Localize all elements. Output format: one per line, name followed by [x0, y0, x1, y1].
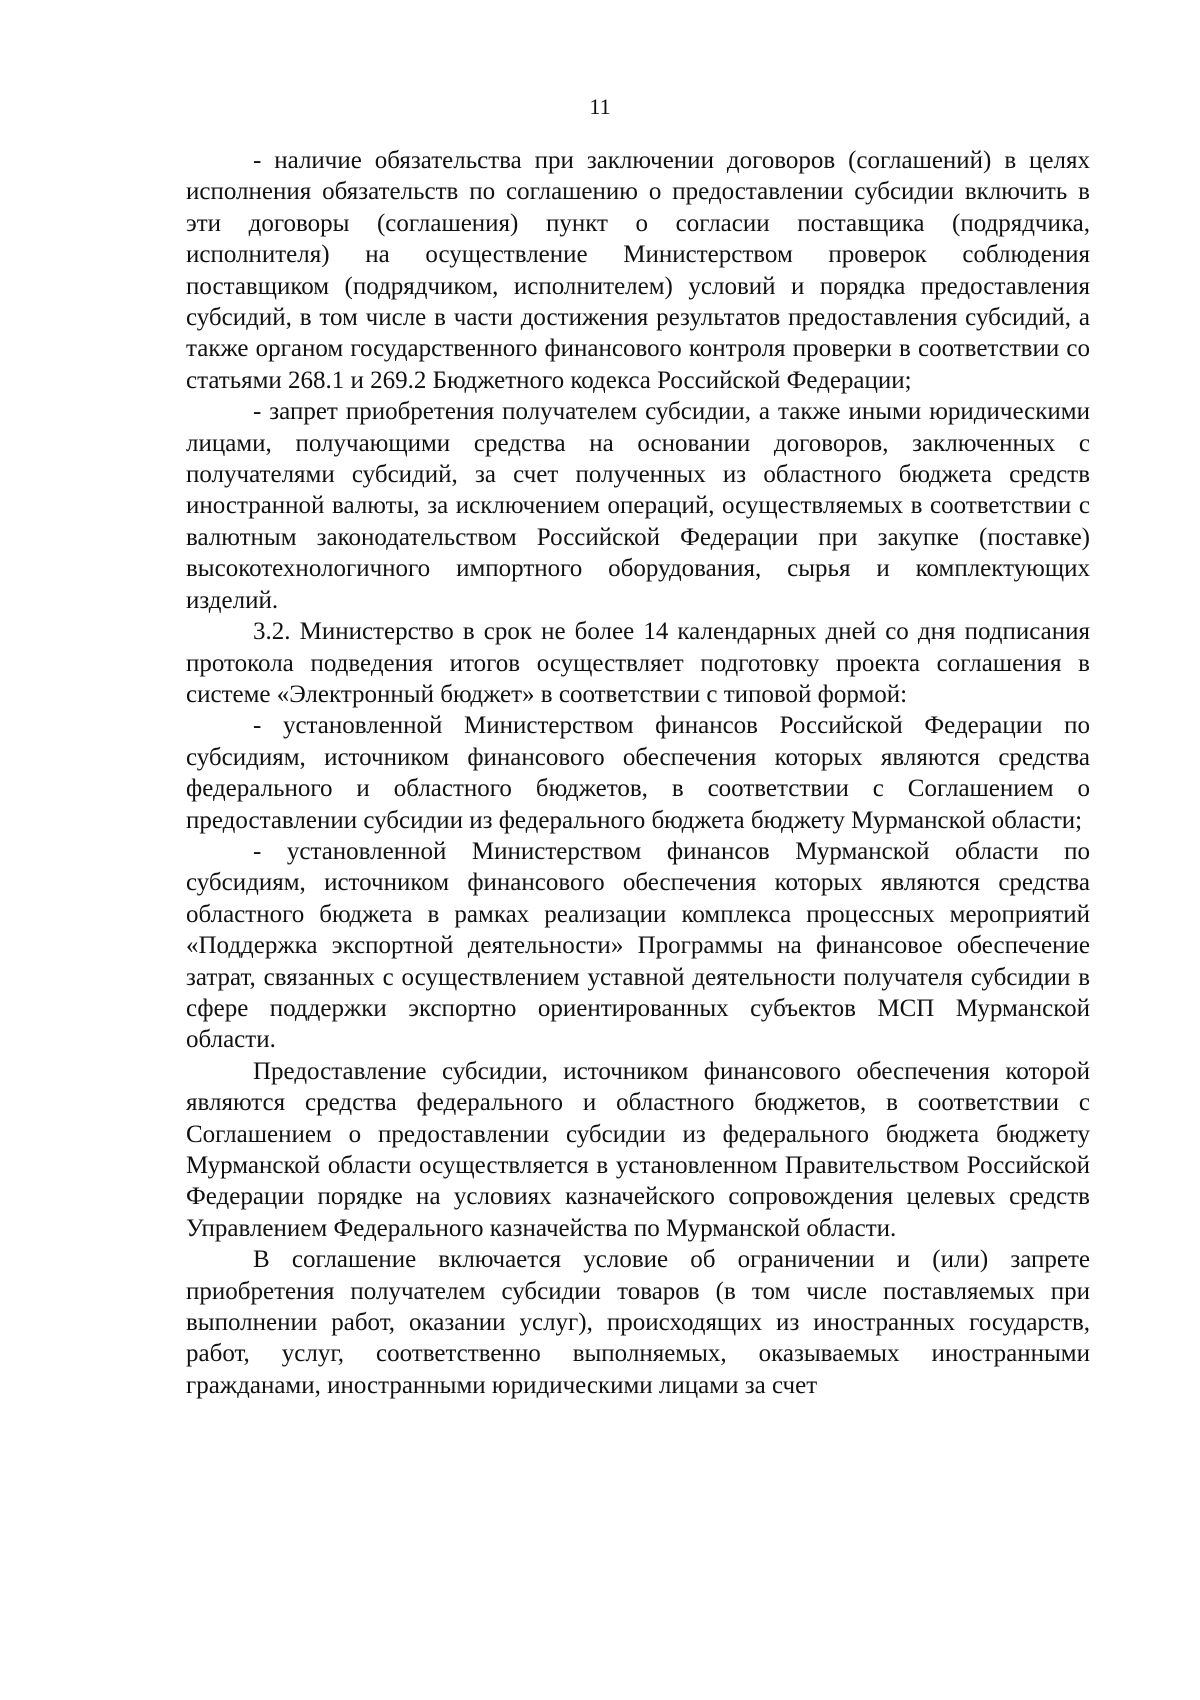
paragraph-federal-form: - установленной Министерством финансов Российской Федерации по субсидиям, источником финансового обеспечения которых являются средства федерального и областного бюджетов, в соответствии с Соглашением о предоставлении субсидии из федерального бюджета бюджету Мурманской области; — [186, 712, 1090, 834]
paragraph-regional-form: - установленной Министерством финансов Мурманской области по субсидиям, источником финансового обеспечения которых являются средства областного бюджета в рамках реализации комплекса процессных мероприятий «Поддержка экспортной деятельности» Программы на финансовое обеспечение затрат, связанных с осуществлением уставной деятельности получателя субсидии в сфере поддержки экспортно ориентированных субъектов МСП Мурманской области. — [186, 837, 1090, 1054]
paragraph-foreign-currency-ban: - запрет приобретения получателем субсидии, а также иными юридическими лицами, получающими средства на основании договоров, заключенных с получателями субсидий, за счет полученных из областного бюджета средств иностранной валюты, за исключением операций, осуществляемых в соответствии с валютным законодательством Российской Федерации при закупке (поставке) высокотехнологичного импортного оборудования, сырья и комплектующих изделий. — [186, 398, 1090, 614]
paragraph-section-3-2: 3.2. Министерство в срок не более 14 календарных дней со дня подписания протокола подведения итогов осуществляет подготовку проекта соглашения в системе «Электронный бюджет» в соответствии с типовой формой: — [186, 618, 1090, 708]
document-body — [186, 145, 1090, 1401]
paragraph-foreign-goods-restriction: В соглашение включается условие об ограничении и (или) запрете приобретения получателем субсидии товаров (в том числе поставляемых при выполнении работ, оказании услуг), происходящих из иностранных государств, работ, услуг, соответственно выполняемых, оказываемых иностранными гражданами, иностранными юридическими лицами за счет — [186, 1246, 1090, 1399]
paragraph-obligation-clause: - наличие обязательства при заключении договоров (соглашений) в целях исполнения обязательств по соглашению о предоставлении субсидии включить в эти договоры (соглашения) пункт о согласии поставщика (подрядчика, исполнителя) на осуществление Министерством проверок соблюдения поставщиком (подрядчиком, исполнителем) условий и порядка предоставления субсидий, в том числе в части достижения результатов предоставления субсидий, а также органом государственного финансового контроля проверки в соответствии со статьями 268.1 и 269.2 Бюджетного кодекса Российской Федерации; — [186, 147, 1090, 394]
page-number: 11 — [589, 94, 611, 119]
paragraph-treasury-support: Предоставление субсидии, источником финансового обеспечения которой являются средства федерального и областного бюджетов, в соответствии с Соглашением о предоставлении субсидии из федерального бюджета бюджету Мурманской области осуществляется в установленном Правительством Российской Федерации порядке на условиях казначейского сопровождения целевых средств Управлением Федерального казначейства по Мурманской области. — [186, 1057, 1090, 1242]
